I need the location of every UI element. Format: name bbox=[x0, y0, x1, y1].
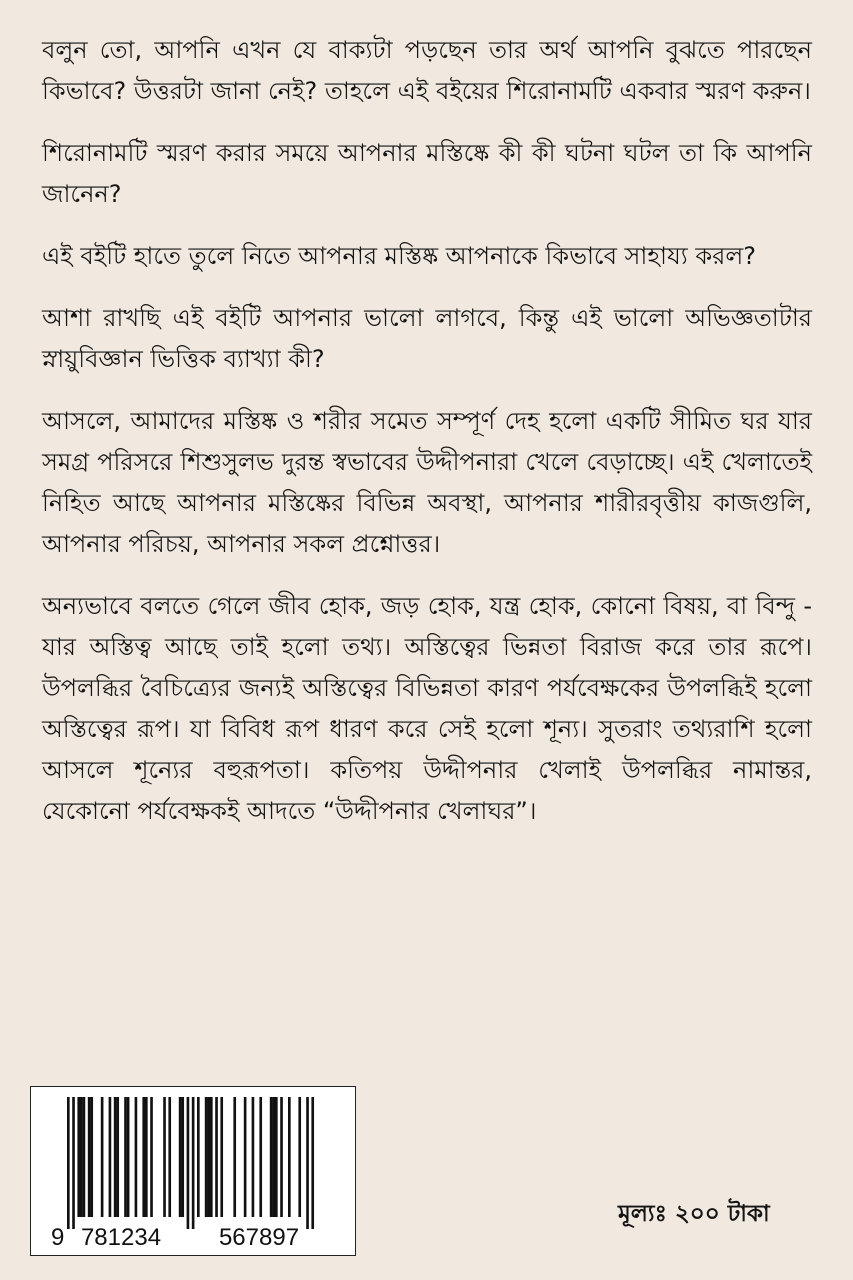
barcode-bar bbox=[259, 1097, 262, 1217]
paragraph-5: আসলে, আমাদের মস্তিষ্ক ও শরীর সমেত সম্পূর্ণ দেহ হলো একটি সীমিত ঘর যার সমগ্র পরিসরে শিশুসুলভ দুরন্ত স্বভাবের উদ্দীপনারা খেলে বেড়াচ্ছে। এই খেলাতেই নিহিত আছে আপনার মস্তিষ্কের বিভিন্ন অবস্থা, আপনার শারীরবৃত্তীয় কাজগুলি, আপনার পরিচয়, আপনার সকল প্রশ্নোত্তর। bbox=[42, 407, 812, 558]
barcode-bar bbox=[288, 1097, 291, 1217]
barcode-bar bbox=[252, 1097, 255, 1217]
barcode-bar bbox=[181, 1097, 184, 1217]
barcode-bar bbox=[150, 1097, 153, 1217]
barcode bbox=[30, 1086, 356, 1256]
barcode-graphic bbox=[31, 1087, 357, 1257]
barcode-bar bbox=[244, 1097, 247, 1217]
barcode-bar bbox=[168, 1097, 171, 1217]
barcode-bar bbox=[145, 1097, 148, 1217]
barcode-bar bbox=[83, 1097, 86, 1217]
barcode-bar bbox=[101, 1097, 104, 1217]
barcode-bar bbox=[215, 1097, 218, 1217]
barcode-digit-first: 9 bbox=[51, 1224, 65, 1251]
back-cover-text bbox=[42, 30, 812, 853]
barcode-bar bbox=[272, 1097, 275, 1217]
barcode-bar bbox=[311, 1097, 314, 1229]
barcode-bar bbox=[88, 1097, 91, 1217]
barcode-bar bbox=[77, 1097, 80, 1217]
barcode-bar bbox=[163, 1097, 166, 1217]
barcode-bar bbox=[233, 1097, 236, 1217]
price-label: মূল্যঃ ২০০ টাকা bbox=[618, 1201, 770, 1227]
paragraph-1: বলুন তো, আপনি এখন যে বাক্যটা পড়ছেন তার অর্থ আপনি বুঝতে পারছেন কিভাবে? উত্তরটা জানা নেই? তাহলে এই বইয়ের শিরোনামটি একবার স্মরণ করুন। bbox=[42, 36, 812, 105]
barcode-bar bbox=[298, 1097, 301, 1217]
barcode-bar bbox=[210, 1097, 213, 1217]
paragraph-6: অন্যভাবে বলতে গেলে জীব হোক, জড় হোক, যন্ত্র হোক, কোনো বিষয়, বা বিন্দু - যার অস্তিত্ব আছে তাই হলো তথ্য। অস্তিত্বের ভিন্নতা বিরাজ করে তার রূপে। উপলব্ধির বৈচিত্র্যের জন্যই অস্তিত্বের বিভিন্নতা কারণ পর্যবেক্ষকের উপলব্ধিই হলো অস্তিত্বের রূপ। যা বিবিধ রূপ ধারণ করে সেই হলো শূন্য। সুতরাং তথ্যরাশি হলো আসলে শূন্যের বহুরূপতা। কতিপয় উদ্দীপনার খেলাই উপলব্ধির নামান্তর, যেকোনো পর্যবেক্ষকই আদতে “উদ্দীপনার খেলাঘর”। bbox=[42, 592, 812, 825]
barcode-bar bbox=[109, 1097, 112, 1217]
barcode-digits-right: 567897 bbox=[218, 1224, 300, 1251]
barcode-bar bbox=[80, 1097, 83, 1217]
barcode-bar bbox=[187, 1097, 190, 1229]
barcode-bar bbox=[270, 1097, 273, 1217]
paragraph-3: এই বইটি হাতে তুলে নিতে আপনার মস্তিষ্ক আপনাকে কিভাবে সাহায্য করল? bbox=[42, 242, 756, 270]
barcode-bar bbox=[135, 1097, 138, 1217]
paragraph-2: শিরোনামটি স্মরণ করার সময়ে আপনার মস্তিষ্কে কী কী ঘটনা ঘটল তা কি আপনি জানেন? bbox=[42, 139, 812, 208]
barcode-bar bbox=[280, 1097, 283, 1217]
barcode-bar bbox=[179, 1097, 182, 1217]
barcode-bar bbox=[142, 1097, 145, 1217]
barcode-bar bbox=[116, 1097, 119, 1217]
barcode-digits-left: 781234 bbox=[80, 1224, 162, 1251]
barcode-bar bbox=[306, 1097, 309, 1229]
barcode-bar bbox=[197, 1097, 200, 1217]
barcode-bars bbox=[67, 1097, 314, 1229]
barcode-bar bbox=[72, 1097, 75, 1229]
barcode-bar bbox=[67, 1097, 70, 1229]
barcode-bar bbox=[114, 1097, 117, 1217]
barcode-bar bbox=[90, 1097, 93, 1217]
barcode-bar bbox=[124, 1097, 127, 1217]
barcode-bar bbox=[275, 1097, 278, 1217]
barcode-bar bbox=[207, 1097, 210, 1217]
barcode-bar bbox=[220, 1097, 223, 1217]
paragraph-4: আশা রাখছি এই বইটি আপনার ভালো লাগবে, কিন্তু এই ভালো অভিজ্ঞতাটার স্নায়ুবিজ্ঞান ভিত্তিক ব্যাখ্যা কী? bbox=[42, 304, 812, 373]
barcode-bar bbox=[192, 1097, 195, 1229]
barcode-bar bbox=[205, 1097, 208, 1217]
barcode-bar bbox=[127, 1097, 130, 1217]
